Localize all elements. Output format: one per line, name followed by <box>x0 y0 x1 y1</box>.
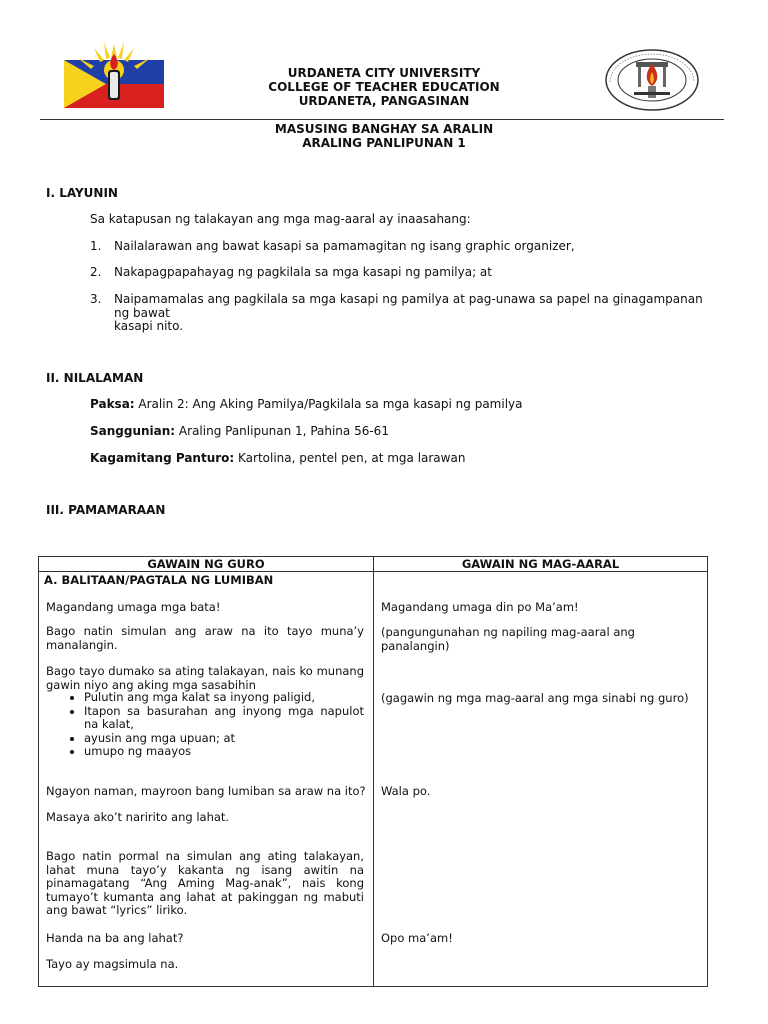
plan-subject: ARALING PANLIPUNAN 1 <box>302 136 466 150</box>
kagamitan-line <box>90 451 465 465</box>
teacher-ready: Handa na ba ang lahat? <box>46 931 184 945</box>
instruction-item: • umupo ng maayos <box>84 745 364 759</box>
pamamaraan-heading: III. PAMAMARAAN <box>46 503 166 517</box>
student-prayer: (pangungunahan ng napiling mag-aaral ang panalangin) <box>381 625 635 653</box>
university-name: URDANETA CITY UNIVERSITY <box>287 66 481 80</box>
objective-number: 3. <box>90 292 102 306</box>
plan-title: MASUSING BANGHAY SA ARALIN <box>274 122 494 136</box>
objective-number: 2. <box>90 265 102 279</box>
objective-3: Naipamamalas ang pagkilala sa mga kasapi ng pamilya at pag-unawa sa papel na ginagampanan ng bawat <box>114 292 703 320</box>
column-header-guro: GAWAIN NG GURO <box>39 557 374 572</box>
teacher-song-intro: Bago natin pormal na simulan ang ating talakayan, lahat muna tayo’y kakanta ng isang awitin na pinamagatang “Ang Aming Mag-anak”, nais kong tumayo’t kumanta ang lahat at pakinggan ng mabuti ang bawat “lyrics” liriko. <box>46 849 364 917</box>
guro-column <box>39 572 374 987</box>
university-location: URDANETA, PANGASINAN <box>298 94 470 108</box>
instruction-item: • Itapon sa basurahan ang inyong mga napulot na kalat, <box>84 705 364 732</box>
section-a-heading: A. BALITAAN/PAGTALA NG LUMIBAN <box>44 573 274 587</box>
sanggunian-line <box>90 424 389 438</box>
teacher-happy: Masaya ako’t naririto ang lahat. <box>46 810 230 824</box>
teacher-instructions: Bago tayo dumako sa ating talakayan, nais ko munang gawin niyo ang aking mga sasabihin <box>46 664 364 692</box>
header-divider <box>40 119 724 120</box>
objective-3-continued: kasapi nito. <box>114 319 184 333</box>
paksa-value: Aralin 2: Ang Aking Pamilya/Pagkilala sa mga kasapi ng pamilya <box>134 397 523 411</box>
objective-number: 1. <box>90 239 102 253</box>
instruction-item: • ayusin ang mga upuan; at <box>84 732 364 746</box>
teacher-greeting: Magandang umaga mga bata! <box>46 600 221 614</box>
nilalaman-heading: II. NILALAMAN <box>46 371 144 385</box>
teacher-attendance: Ngayon naman, mayroon bang lumiban sa araw na ito? <box>46 784 366 798</box>
instruction-item: • Pulutin ang mga kalat sa inyong paligid, <box>84 691 364 705</box>
college-name: COLLEGE OF TEACHER EDUCATION <box>268 80 500 94</box>
student-ready: Opo ma’am! <box>381 931 453 945</box>
teacher-start: Tayo ay magsimula na. <box>46 957 179 971</box>
sanggunian-label: Sanggunian: <box>90 424 176 438</box>
kagamitan-value: Kartolina, pentel pen, at mga larawan <box>234 451 466 465</box>
objective-2: Nakapagpapahayag ng pagkilala sa mga kasapi ng pamilya; at <box>114 265 492 279</box>
layunin-intro: Sa katapusan ng talakayan ang mga mag-aaral ay inaasahang: <box>90 212 471 226</box>
instruction-list <box>46 691 364 759</box>
student-follow: (gagawin ng mga mag-aaral ang mga sinabi ng guro) <box>381 691 689 705</box>
sanggunian-value: Araling Panlipunan 1, Pahina 56-61 <box>175 424 389 438</box>
kagamitan-label: Kagamitang Panturo: <box>90 451 235 465</box>
paksa-label: Paksa: <box>90 397 135 411</box>
objective-1: Nailalarawan ang bawat kasapi sa pamamagitan ng isang graphic organizer, <box>114 239 575 253</box>
layunin-heading: I. LAYUNIN <box>46 186 118 200</box>
student-attendance: Wala po. <box>381 784 431 798</box>
column-header-mag-aaral: GAWAIN NG MAG-AARAL <box>374 557 708 572</box>
paksa-line <box>90 397 522 411</box>
teacher-prayer: Bago natin simulan ang araw na ito tayo muna’y manalangin. <box>46 624 364 652</box>
mag-aaral-column <box>374 572 708 987</box>
student-greeting: Magandang umaga din po Ma’am! <box>381 600 579 614</box>
activity-table <box>38 556 708 987</box>
